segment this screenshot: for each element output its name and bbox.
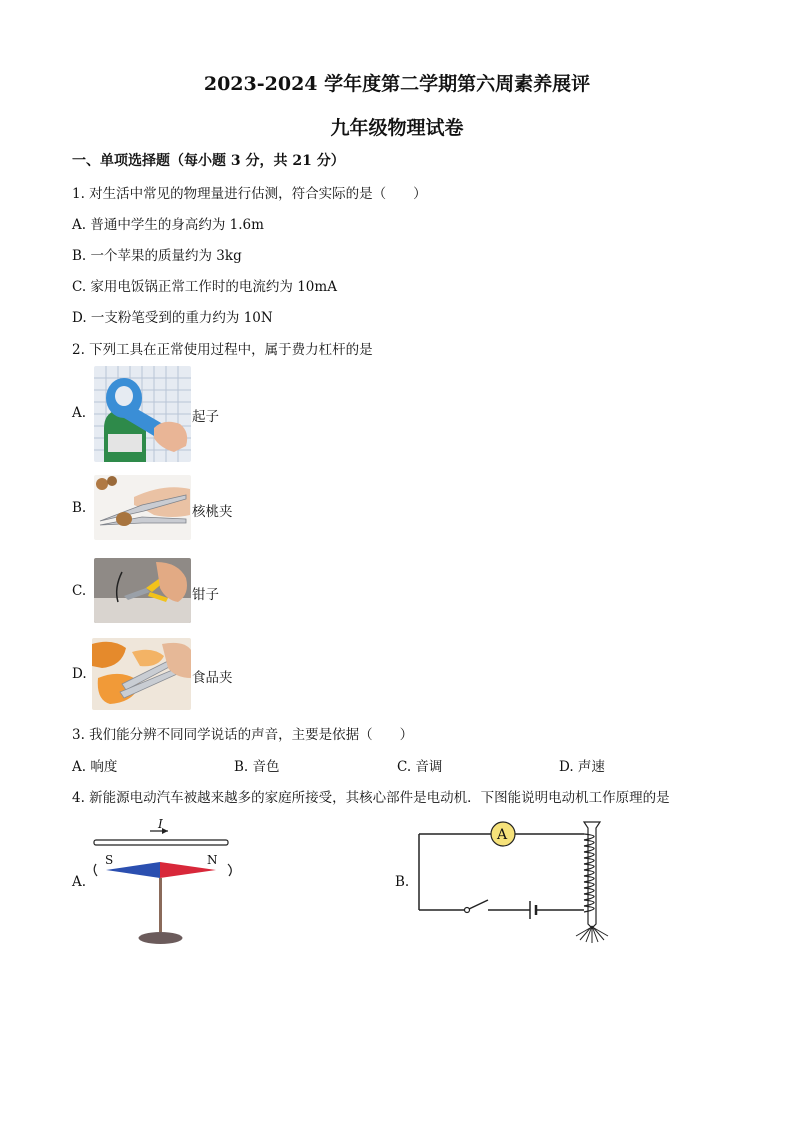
q3-option-a: A. 响度 [72, 759, 118, 775]
bottle-opener-photo [94, 366, 191, 462]
q1-option-a: A. 普通中学生的身高约为 1.6m [72, 217, 264, 233]
question-2-stem: 2. 下列工具在正常使用过程中，属于费力杠杆的是 [72, 342, 373, 358]
ammeter-label: A [497, 827, 508, 843]
iron-filings [576, 926, 608, 943]
q2-option-d-letter: D. [72, 666, 87, 682]
food-tongs-photo [92, 638, 191, 710]
pliers-photo [94, 558, 191, 623]
question-1-stem: 1. 对生活中常见的物理量进行估测，符合实际的是（ ） [72, 186, 427, 202]
q4-option-b-letter: B. [395, 874, 410, 890]
question-3-stem: 3. 我们能分辨不同同学说话的声音，主要是依据（ ） [72, 727, 414, 743]
oersted-experiment-diagram [88, 814, 238, 952]
q2-option-a-label: 起子 [192, 409, 219, 425]
needle-south-half [106, 862, 160, 878]
question-4-stem: 4. 新能源电动汽车被越来越多的家庭所接受，其核心部件是电动机．下图能说明电动机工作原理的是 [72, 790, 670, 806]
q1-option-b: B. 一个苹果的质量约为 3kg [72, 248, 242, 264]
q2-option-c-label: 钳子 [192, 587, 219, 603]
q1-option-c: C. 家用电饭锅正常工作时的电流约为 10mA [72, 279, 337, 295]
q4-option-a-letter: A. [72, 874, 87, 890]
q2-option-d-label: 食品夹 [192, 670, 233, 686]
q2-option-a-letter: A. [72, 405, 87, 421]
q2-option-b-letter: B. [72, 500, 87, 516]
switch [469, 900, 488, 909]
q1-option-d: D. 一支粉笔受到的重力约为 10N [72, 310, 273, 326]
nutcracker-photo [94, 475, 191, 540]
section-heading: 一、单项选择题（每小题 3 分，共 21 分） [72, 153, 345, 169]
south-pole-label: S [105, 853, 114, 867]
page-title: 2023-2024 学年度第二学期第六周素养展评 [203, 73, 591, 95]
page-subtitle: 九年级物理试卷 [330, 117, 464, 139]
electromagnet-circuit-diagram [414, 816, 614, 946]
current-label: I [158, 817, 163, 831]
q2-option-c-letter: C. [72, 583, 87, 599]
north-pole-label: N [207, 853, 218, 867]
q3-option-b: B. 音色 [234, 759, 280, 775]
q3-option-c: C. 音调 [397, 759, 443, 775]
q2-option-b-label: 核桃夹 [192, 504, 233, 520]
q3-option-d: D. 声速 [559, 759, 605, 775]
